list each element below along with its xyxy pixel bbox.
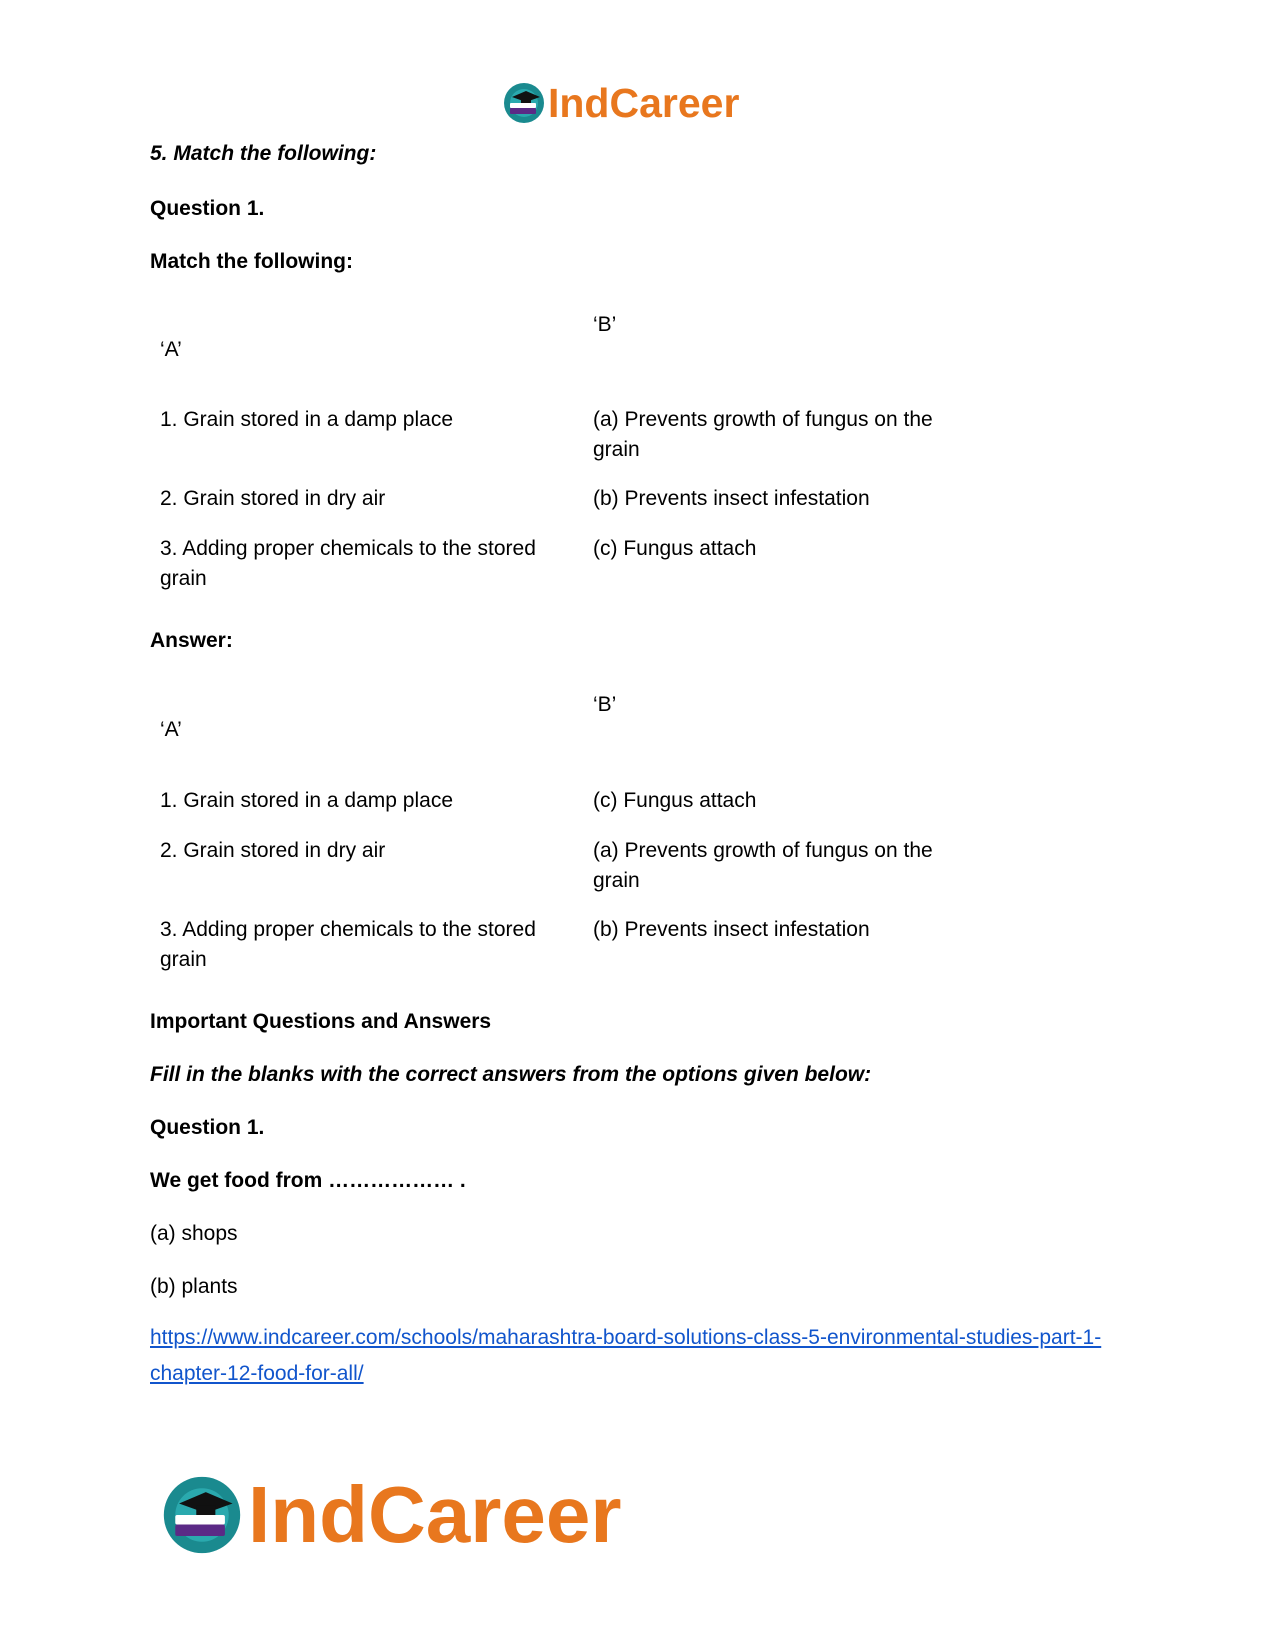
question-label: Question 1.	[150, 197, 265, 220]
footer-logo	[160, 1470, 621, 1560]
table-cell-a: 2. Grain stored in dry air	[160, 839, 386, 862]
table-cell-a: 1. Grain stored in a damp place	[160, 789, 453, 812]
table-cell-b: (a) Prevents growth of fungus on the grain	[593, 839, 933, 892]
table-cell-b: (b) Prevents insect infestation	[593, 487, 870, 510]
section-heading: Important Questions and Answers	[150, 1010, 492, 1033]
instruction-heading: Fill in the blanks with the correct answers from the options given below:	[150, 1063, 872, 1086]
book-graduation-cap-icon	[160, 1473, 244, 1557]
header-logo	[502, 78, 739, 128]
column-a-header: ‘A’	[160, 338, 182, 361]
column-b-header: ‘B’	[593, 693, 617, 716]
table-cell-b: (b) Prevents insect infestation	[593, 918, 870, 941]
table-cell-a: 1. Grain stored in a damp place	[160, 408, 453, 431]
logo-wordmark: IndCareer	[548, 79, 740, 126]
book-graduation-cap-icon	[502, 81, 546, 125]
table-cell-a: 3. Adding proper chemicals to the stored grain	[160, 918, 536, 971]
table-cell-b: (c) Fungus attach	[593, 789, 757, 812]
column-b-header: ‘B’	[593, 313, 617, 336]
option-item: (a) shops	[150, 1222, 238, 1245]
question-text: We get food from ……………… .	[150, 1169, 466, 1192]
section-title: 5. Match the following:	[150, 142, 377, 165]
source-link[interactable]: https://www.indcareer.com/schools/maharashtra-board-solutions-class-5-environmental-studies-part-1-chapter-12-food-for-all/	[150, 1326, 1102, 1385]
table-cell-a: 2. Grain stored in dry air	[160, 487, 386, 510]
logo-wordmark: IndCareer	[248, 1470, 622, 1559]
table-cell-a: 3. Adding proper chemicals to the stored grain	[160, 537, 536, 590]
answer-label: Answer:	[150, 629, 233, 652]
column-a-header: ‘A’	[160, 718, 182, 741]
question-label: Question 1.	[150, 1116, 265, 1139]
question-prompt: Match the following:	[150, 250, 353, 273]
table-cell-b: (c) Fungus attach	[593, 537, 757, 560]
table-cell-b: (a) Prevents growth of fungus on the grain	[593, 408, 933, 461]
option-item: (b) plants	[150, 1275, 238, 1298]
